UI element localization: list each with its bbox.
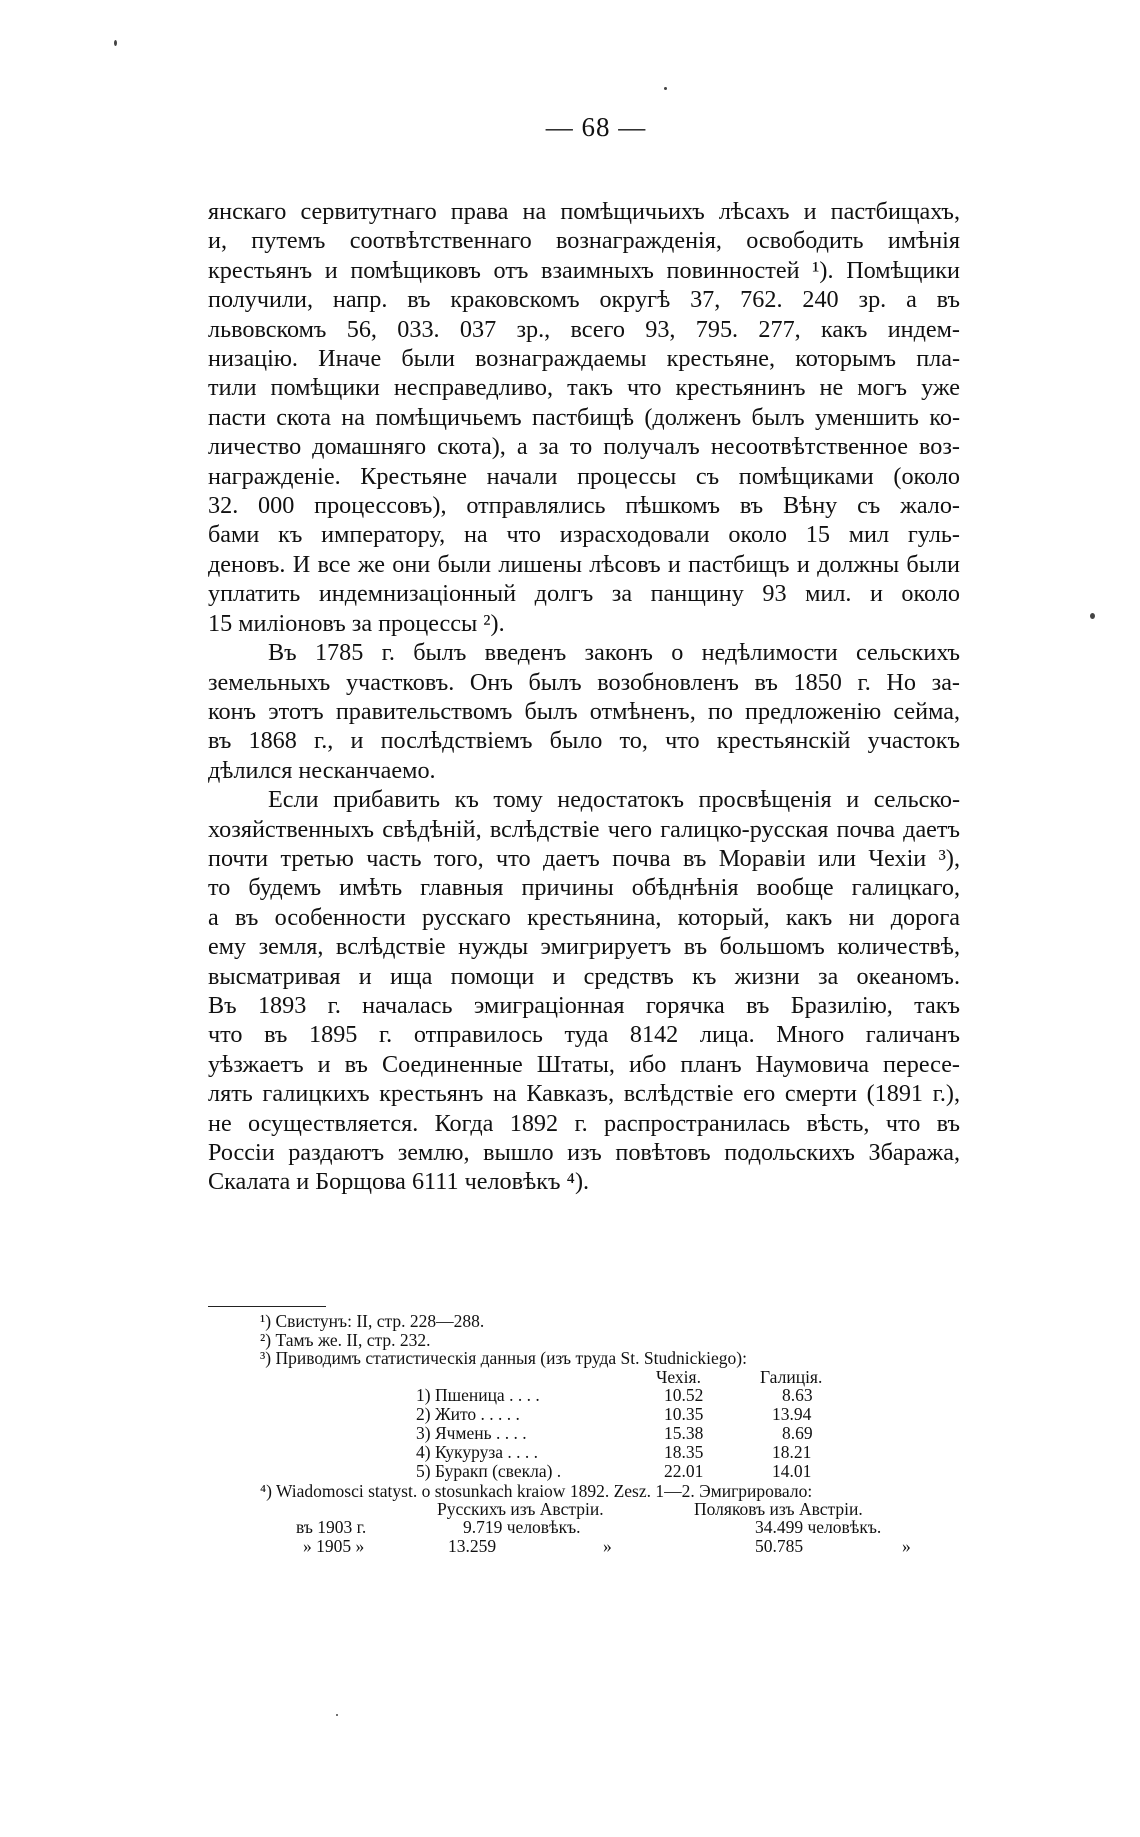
text-line: получили, напр. въ краковскомъ округѣ 37, 762. 240 зр. а въ: [208, 286, 960, 314]
paragraph-2: [208, 638, 960, 785]
text-line: то будемъ имѣть главныя причины обѣднѣнія вообще галицкаго,: [208, 874, 960, 902]
text-line: земельныхъ участковъ. Онъ былъ возобновленъ въ 1850 г. Но за-: [208, 668, 960, 696]
crop-value-czech: 22.01: [664, 1461, 704, 1481]
crop-value-galicia: 8.69: [782, 1423, 813, 1443]
column-header-czech: Чехія.: [656, 1367, 701, 1387]
text-line: и, путемъ соотвѣтственнаго вознагражденія, освободить имѣнія: [208, 227, 960, 255]
scan-speck: [114, 40, 117, 46]
text-line: уплатить индемнизаціонный долгъ за панщину 93 мил. и около: [208, 580, 960, 608]
text-line: Если прибавить къ тому недостатокъ просвѣщенія и сельско-: [268, 786, 960, 814]
crop-value-galicia: 13.94: [772, 1404, 812, 1424]
crop-label: 3) Ячмень . . . .: [416, 1423, 527, 1443]
text-line: Россіи раздаютъ землю, вышло изъ повѣтовъ подольскихъ Збаража,: [208, 1139, 960, 1166]
crop-value-czech: 10.52: [664, 1385, 704, 1405]
text-line: лять галицкихъ крестьянъ на Кавказъ, вслѣдствіе его смерти (1891 г.),: [208, 1080, 960, 1108]
crop-label: 2) Жито . . . . .: [416, 1404, 520, 1424]
column-header-rusyn: Русскихъ изъ Австріи.: [437, 1499, 604, 1519]
emigration-rusyn: 13.259: [448, 1536, 497, 1556]
footnote-2: ²) Тамъ же. II, стр. 232.: [260, 1329, 431, 1350]
column-header-polish: Поляковъ изъ Австріи.: [694, 1499, 863, 1519]
text-line: Скалата и Борщова 6111 человѣкъ ⁴).: [208, 1168, 590, 1196]
crop-label: 1) Пшеница . . . .: [416, 1385, 540, 1405]
crop-value-galicia: 18.21: [772, 1442, 812, 1462]
text-line: награжденіе. Крестьяне начали процессы съ помѣщиками (около: [208, 462, 960, 490]
text-line: деновъ. И все же они были лишены лѣсовъ и пастбищъ и должны были: [208, 550, 960, 578]
crop-value-galicia: 8.63: [782, 1385, 813, 1405]
text-line: бами къ императору, на что израсходовали около 15 мил гуль-: [208, 521, 960, 549]
text-line: янскаго сервитутнаго права на помѣщичьихъ лѣсахъ и пастбищахъ,: [208, 198, 960, 225]
footnotes: [208, 1312, 968, 1368]
text-line: уѣзжаетъ и въ Соединенные Штаты, ибо планъ Наумовича пересе-: [208, 1050, 960, 1078]
text-line: 15 миліоновъ за процессы ²).: [208, 609, 505, 637]
text-line: личество домашняго скота), а за то получалъ несоотвѣтственное воз-: [208, 433, 960, 461]
crop-label: 5) Буракп (свекла) .: [416, 1461, 562, 1481]
text-line: крестьянъ и помѣщиковъ отъ взаимныхъ повинностей ¹). Помѣщики: [208, 256, 960, 284]
text-line: конъ этотъ правительствомъ былъ отмѣненъ, по предложенію сейма,: [208, 697, 960, 725]
crop-value-czech: 18.35: [664, 1442, 704, 1462]
emigration-polish: 50.785: [755, 1536, 804, 1556]
ditto-mark: »: [603, 1536, 612, 1556]
paragraph-3: [208, 785, 960, 1197]
text-line: что въ 1895 г. отправилось туда 8142 лица. Много галичанъ: [208, 1021, 960, 1049]
crop-value-galicia: 14.01: [772, 1461, 812, 1481]
text-line: низацію. Иначе были вознаграждаемы крестьяне, которымъ пла-: [208, 345, 960, 373]
text-line: въ 1868 г., и послѣдствіемъ было то, что крестьянскій участокъ: [208, 727, 960, 755]
crop-value-czech: 10.35: [664, 1404, 704, 1424]
footnote-3: ³) Приводимъ статистическія данныя (изъ труда St. Studnickiego):: [260, 1348, 747, 1368]
footnote-divider: [208, 1306, 326, 1307]
column-header-galicia: Галиція.: [760, 1367, 823, 1387]
page-number: — 68 —: [545, 112, 647, 142]
scan-speck: [664, 87, 667, 90]
crop-label: 4) Кукуруза . . . .: [416, 1442, 539, 1462]
text-line: а въ особенности русскаго крестьянина, который, какъ ни дорога: [208, 903, 960, 931]
emigration-polish: 34.499 человѣкъ.: [755, 1517, 882, 1537]
footnote-4: ⁴) Wiadomosci statyst. o stosunkach kraiow 1892. Zesz. 1—2. Эмигрировало:: [260, 1481, 813, 1501]
text-line: почти третью часть того, что даетъ почва въ Моравіи или Чехіи ³),: [208, 844, 960, 872]
emigration-rusyn: 9.719 человѣкъ.: [463, 1517, 581, 1537]
emigration-year: » 1905 »: [303, 1536, 365, 1556]
text-line: высматривая и ища помощи и средствъ къ жизни за океаномъ.: [208, 962, 960, 990]
text-line: Въ 1893 г. началась эмиграціонная горячка въ Бразилію, такъ: [208, 991, 960, 1019]
ditto-mark: »: [902, 1536, 911, 1556]
text-line: не осуществляется. Когда 1892 г. распространилась вѣсть, что въ: [208, 1109, 960, 1137]
text-line: пасти скота на помѣщичьемъ пастбищѣ (долженъ былъ уменшить ко-: [208, 403, 960, 431]
text-line: Въ 1785 г. былъ введенъ законъ о недѣлимости сельскихъ: [268, 639, 960, 667]
footnote-1: ¹) Свистунъ: II, стр. 228—288.: [260, 1311, 485, 1331]
text-line: 32. 000 процессовъ), отправлялись пѣшкомъ въ Вѣну съ жало-: [208, 492, 960, 520]
crop-value-czech: 15.38: [664, 1423, 704, 1443]
scan-speck: [1090, 613, 1095, 619]
scan-speck: [336, 1714, 338, 1716]
emigration-year: въ 1903 г.: [296, 1517, 367, 1537]
text-line: дѣлился несканчаемо.: [208, 756, 436, 784]
text-line: тили помѣщики несправедливо, такъ что крестьянинъ не могъ уже: [208, 374, 960, 402]
text-line: львовскомъ 56, 033. 037 зр., всего 93, 795. 277, какъ индем-: [208, 315, 960, 343]
text-line: хозяйственныхъ свѣдѣній, вслѣдствіе чего галицко-русская почва даетъ: [208, 815, 960, 843]
text-line: ему земля, вслѣдствіе нужды эмигрируетъ въ большомъ количествѣ,: [208, 933, 960, 961]
paragraph-1: [208, 197, 960, 638]
body-text: [208, 197, 960, 1197]
